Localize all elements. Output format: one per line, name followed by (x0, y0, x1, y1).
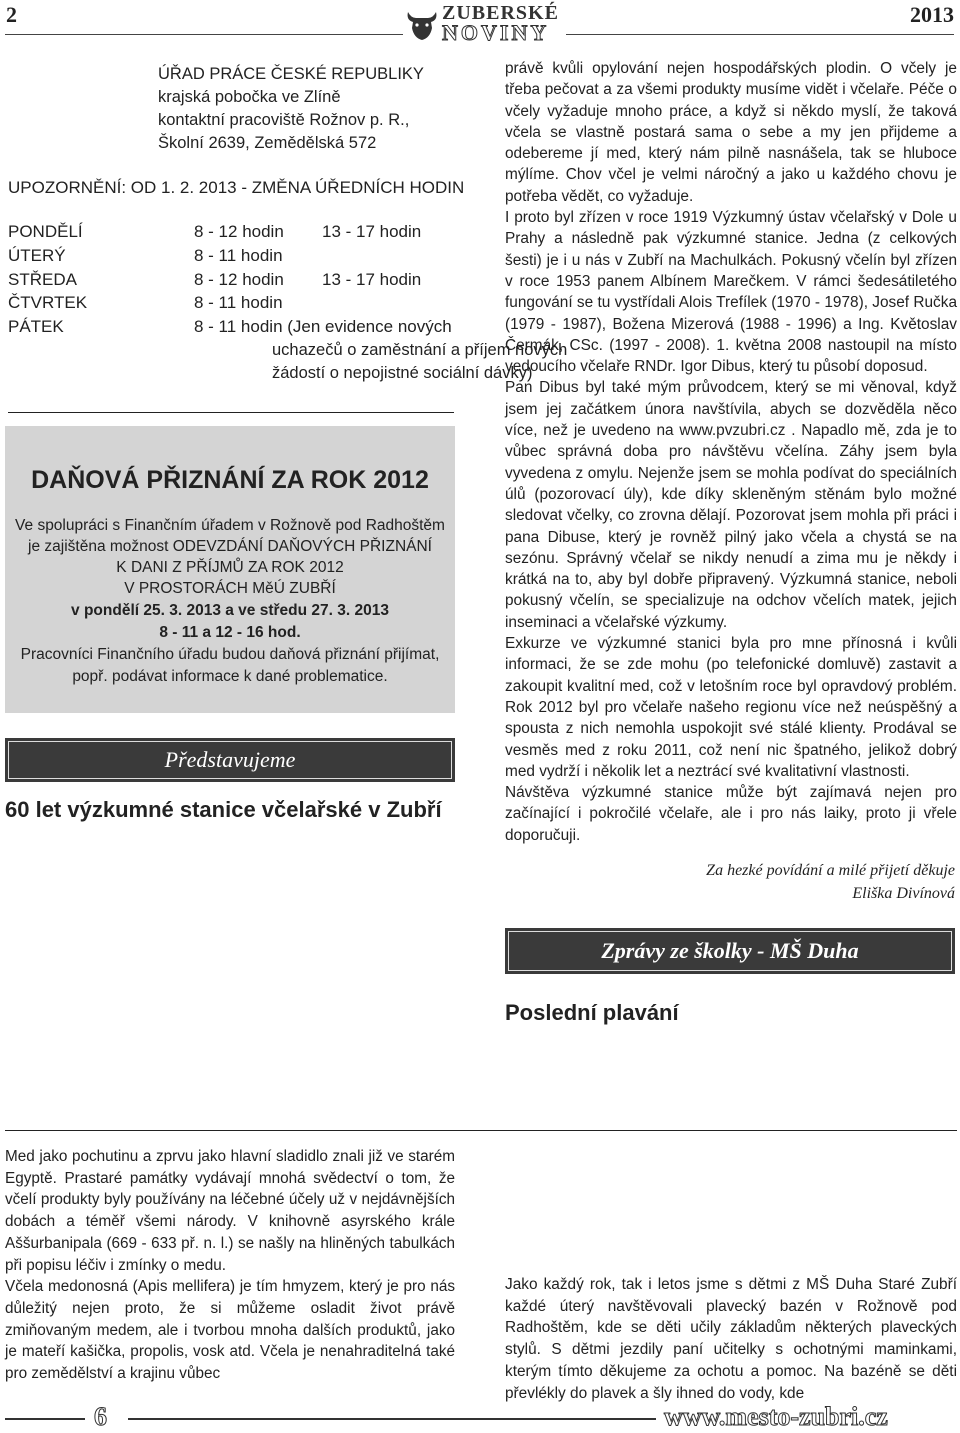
banner-label: Zprávy ze školky - MŠ Duha (601, 938, 859, 963)
schedule-day: ÚTERÝ (8, 246, 66, 265)
tax-line: popř. podávat informace k dané problematice. (72, 668, 388, 685)
paragraph: právě kvůli opylování nejen hospodářských plodin. O včely je třeba pečovat a za všemi produkty musíme vidět i včelaře. Péče o včely vyžaduje mnoho práce, a když si někdo myslí, že taková včela se vlastně postará sama o sebe a my jen přijdeme a odebereme jí med, který nám pilně nasnášela, tak se hluboce mýlíme. Chov včel je velmi náročný a jako u každého chovu je potřeba vědět, co vyžaduje. (505, 60, 957, 205)
section-banner-feature (5, 738, 455, 782)
article-body-bottom-left (5, 1146, 455, 1385)
schedule-day: PONDĚLÍ (8, 222, 83, 241)
friday-note: žádostí o nepojistné sociální dávky) (272, 364, 533, 382)
office-line: kontaktní pracoviště Rožnov p. R., (158, 111, 410, 129)
signature-author: Eliška Divínová (852, 885, 955, 902)
tax-line: K DANI Z PŘÍJMŮ ZA ROK 2012 (116, 559, 344, 576)
tax-dates: v pondělí 25. 3. 2013 a ve středu 27. 3. 2013 (71, 602, 389, 619)
article-body-right (505, 58, 957, 846)
website-url: www.mesto-zubri.cz (664, 1402, 888, 1431)
signature-thanks: Za hezké povídání a milé přijetí děkuje (706, 862, 955, 879)
tax-return-box (5, 426, 455, 713)
header-rule-left (5, 34, 403, 35)
paragraph: Exkurze ve výzkumné stanici byla pro mne přínosná i kvůli informaci, že se zde mohu (po telefonické domluvě) zastavit a zakoupit kvalitní med, což v letošním roce byl opravdový problém. Rok 2012 byl pro včelaře našeho regionu více než neúspěšný a spousta z nich nemohla uspokojit své stálé klienty. Prodával se vesměs med z roku 2011, což není nic špatného, jelikož dobrý med vydrží i několik let a neztrácí své kvalitativní vlastnosti. (505, 635, 957, 780)
paragraph: Med jako pochutinu a zprvu jako hlavní sladidlo znali již ve starém Egyptě. Prastaré památky vydávají mnohá svědectví o tom, že včelí produkty byly používány na léčebné účely už v nejdávnějších dobách a téměř všemi národy. V knihovně asyrského krále Aššurbanipala (669 - 633 př. n. l.) se našly na hliněných tabulkách při popisu léčiv i zmínky o medu. (5, 1148, 455, 1274)
schedule-day: STŘEDA (8, 270, 77, 289)
masthead-line2: NOVINY (442, 20, 550, 45)
tax-line: V PROSTORÁCH MěÚ ZUBŘÍ (124, 580, 336, 597)
tax-line: Pracovníci Finančního úřadu budou daňová přiznání přijímat, (20, 646, 440, 663)
paragraph: Včela medonosná (Apis mellifera) je tím hmyzem, který je pro nás důležitý nejen proto, že si můžeme osladit život právě zmiňovaným medem, ale i tvorbou mnoha dalších produktů, jako je mateří kašička, propolis, vosk atd. Včela je nenahraditelná také pro zemědělství a krajinu vůbec (5, 1278, 455, 1383)
section-divider (8, 412, 454, 413)
schedule-morning: 8 - 11 hodin (194, 246, 283, 265)
masthead-line1: ZUBERSKÉ (442, 2, 559, 24)
paragraph: Jako každý rok, tak i letos jsme s dětmi z MŠ Duha Staré Zubří každé úterý navštěvovali plavecký bazén v Rožnově pod Radhoštěm, kde se děti učily základům některých plaveckých stylů. S dětmi jezdily paní učitelky s ochotnými maminkami, kterým tímto děkujeme za ochotu a pomoc. Na bazéně se děti převlékly do plavek a šly ihned do vody, kde (505, 1276, 957, 1402)
header-rule-right (566, 34, 954, 35)
friday-note: uchazečů o zaměstnání a příjem nových (272, 341, 568, 359)
schedule-day: ČTVRTEK (8, 293, 88, 312)
section-banner-school (505, 928, 955, 974)
page-number-top: 2 (6, 2, 17, 27)
office-line: krajská pobočka ve Zlíně (158, 88, 341, 106)
page-number-bottom: 6 (94, 1402, 107, 1431)
hours-change-warning: UPOZORNĚNÍ: OD 1. 2. 2013 - ZMĚNA ÚŘEDNÍCH HODIN (8, 178, 465, 197)
schedule-day: PÁTEK (8, 317, 64, 336)
office-line: Školní 2639, Zemědělská 572 (158, 134, 377, 152)
schedule-morning: 8 - 12 hodin (194, 222, 284, 241)
tax-hours: 8 - 11 a 12 - 16 hod. (159, 624, 301, 641)
office-line: ÚŘAD PRÁCE ČESKÉ REPUBLIKY (158, 65, 424, 83)
bison-head-icon (404, 6, 440, 42)
schedule-morning: 8 - 11 hodin (194, 293, 283, 312)
schedule-afternoon: 13 - 17 hodin (322, 222, 422, 241)
schedule-afternoon: 13 - 17 hodin (322, 270, 422, 289)
article-body-bottom-right (505, 1274, 957, 1404)
paragraph: I proto byl zřízen v roce 1919 Výzkumný ústav včelařský v Dole u Prahy a následně pak výzkumné stanice. Jedna (z celkových šesti) je i u nás v Zubří na Machulkách. Pokusný včelín byl zřízen v roce 1953 panem Albínem Marečkem. V rámci šedesátiletého fungování se tu vystřídali Alois Trefílek (1970 - 1978), Josef Ručka (1979 - 1987), Božena Mizerová (1988 - 1996) a Ing. Květoslav Čermák, CSc. (1997 - 2008). 1. května 2008 nastoupil na místo vedoucího včelaře RNDr. Igor Dibus, který tu působí doposud. (505, 209, 957, 376)
tax-title: DAŇOVÁ PŘIZNÁNÍ ZA ROK 2012 (31, 466, 429, 494)
paragraph: Návštěva výzkumné stanice může být zajímavá nejen pro začínající i pokročilé včelaře, ale i pro nás laiky, proto ji vřele doporučuji. (505, 784, 957, 844)
article-headline: 60 let výzkumné stanice včelařské v Zubří (5, 797, 442, 822)
tax-line: Ve spolupráci s Finančním úřadem v Rožnově pod Radhoštěm (15, 517, 445, 534)
footer-rule-left (5, 1418, 85, 1420)
paragraph: Pan Dibus byl také mým průvodcem, který se mi věnoval, když jsem jej začátkem února navštívila, abych se dozvěděla něco více, než je uvedeno na www.pvzubri.cz . Napadlo mě, zda je to vůbec správná doba pro návštěvu včelína. Záhy jsem byla vyvedena z omylu. Nejenže jsem se mohla podívat do speciálních úlů (pozorovací úly), kde díky skleněným stěnám bylo možné sledovat včelky, co zrovna dělají. Pozorovat jsem mohla při práci i pana Dibuse, který je rovněž pilný jako včela a chystá se na sezónu. Správný včelař se nikdy nenudí a zima mu je někdy i krátká na to, aby byl dobře připravený. Výzkumná stanice, neboli pokusný včelín, se specializuje na odchov včelích matek, jejich inseminaci a včelařské výzkumy. (505, 379, 957, 631)
article-headline-school: Poslední plavání (505, 1000, 679, 1025)
section-divider-bottom (5, 1130, 957, 1131)
schedule-morning: 8 - 12 hodin (194, 270, 284, 289)
tax-line: je zajištěna možnost ODEVZDÁNÍ DAŇOVÝCH PŘIZNÁNÍ (28, 538, 432, 555)
footer-rule-middle (128, 1418, 656, 1420)
banner-label: Představujeme (164, 747, 296, 772)
masthead-logo (404, 2, 564, 46)
year-top: 2013 (910, 2, 954, 27)
schedule-morning: 8 - 11 hodin (Jen evidence nových (194, 317, 452, 336)
